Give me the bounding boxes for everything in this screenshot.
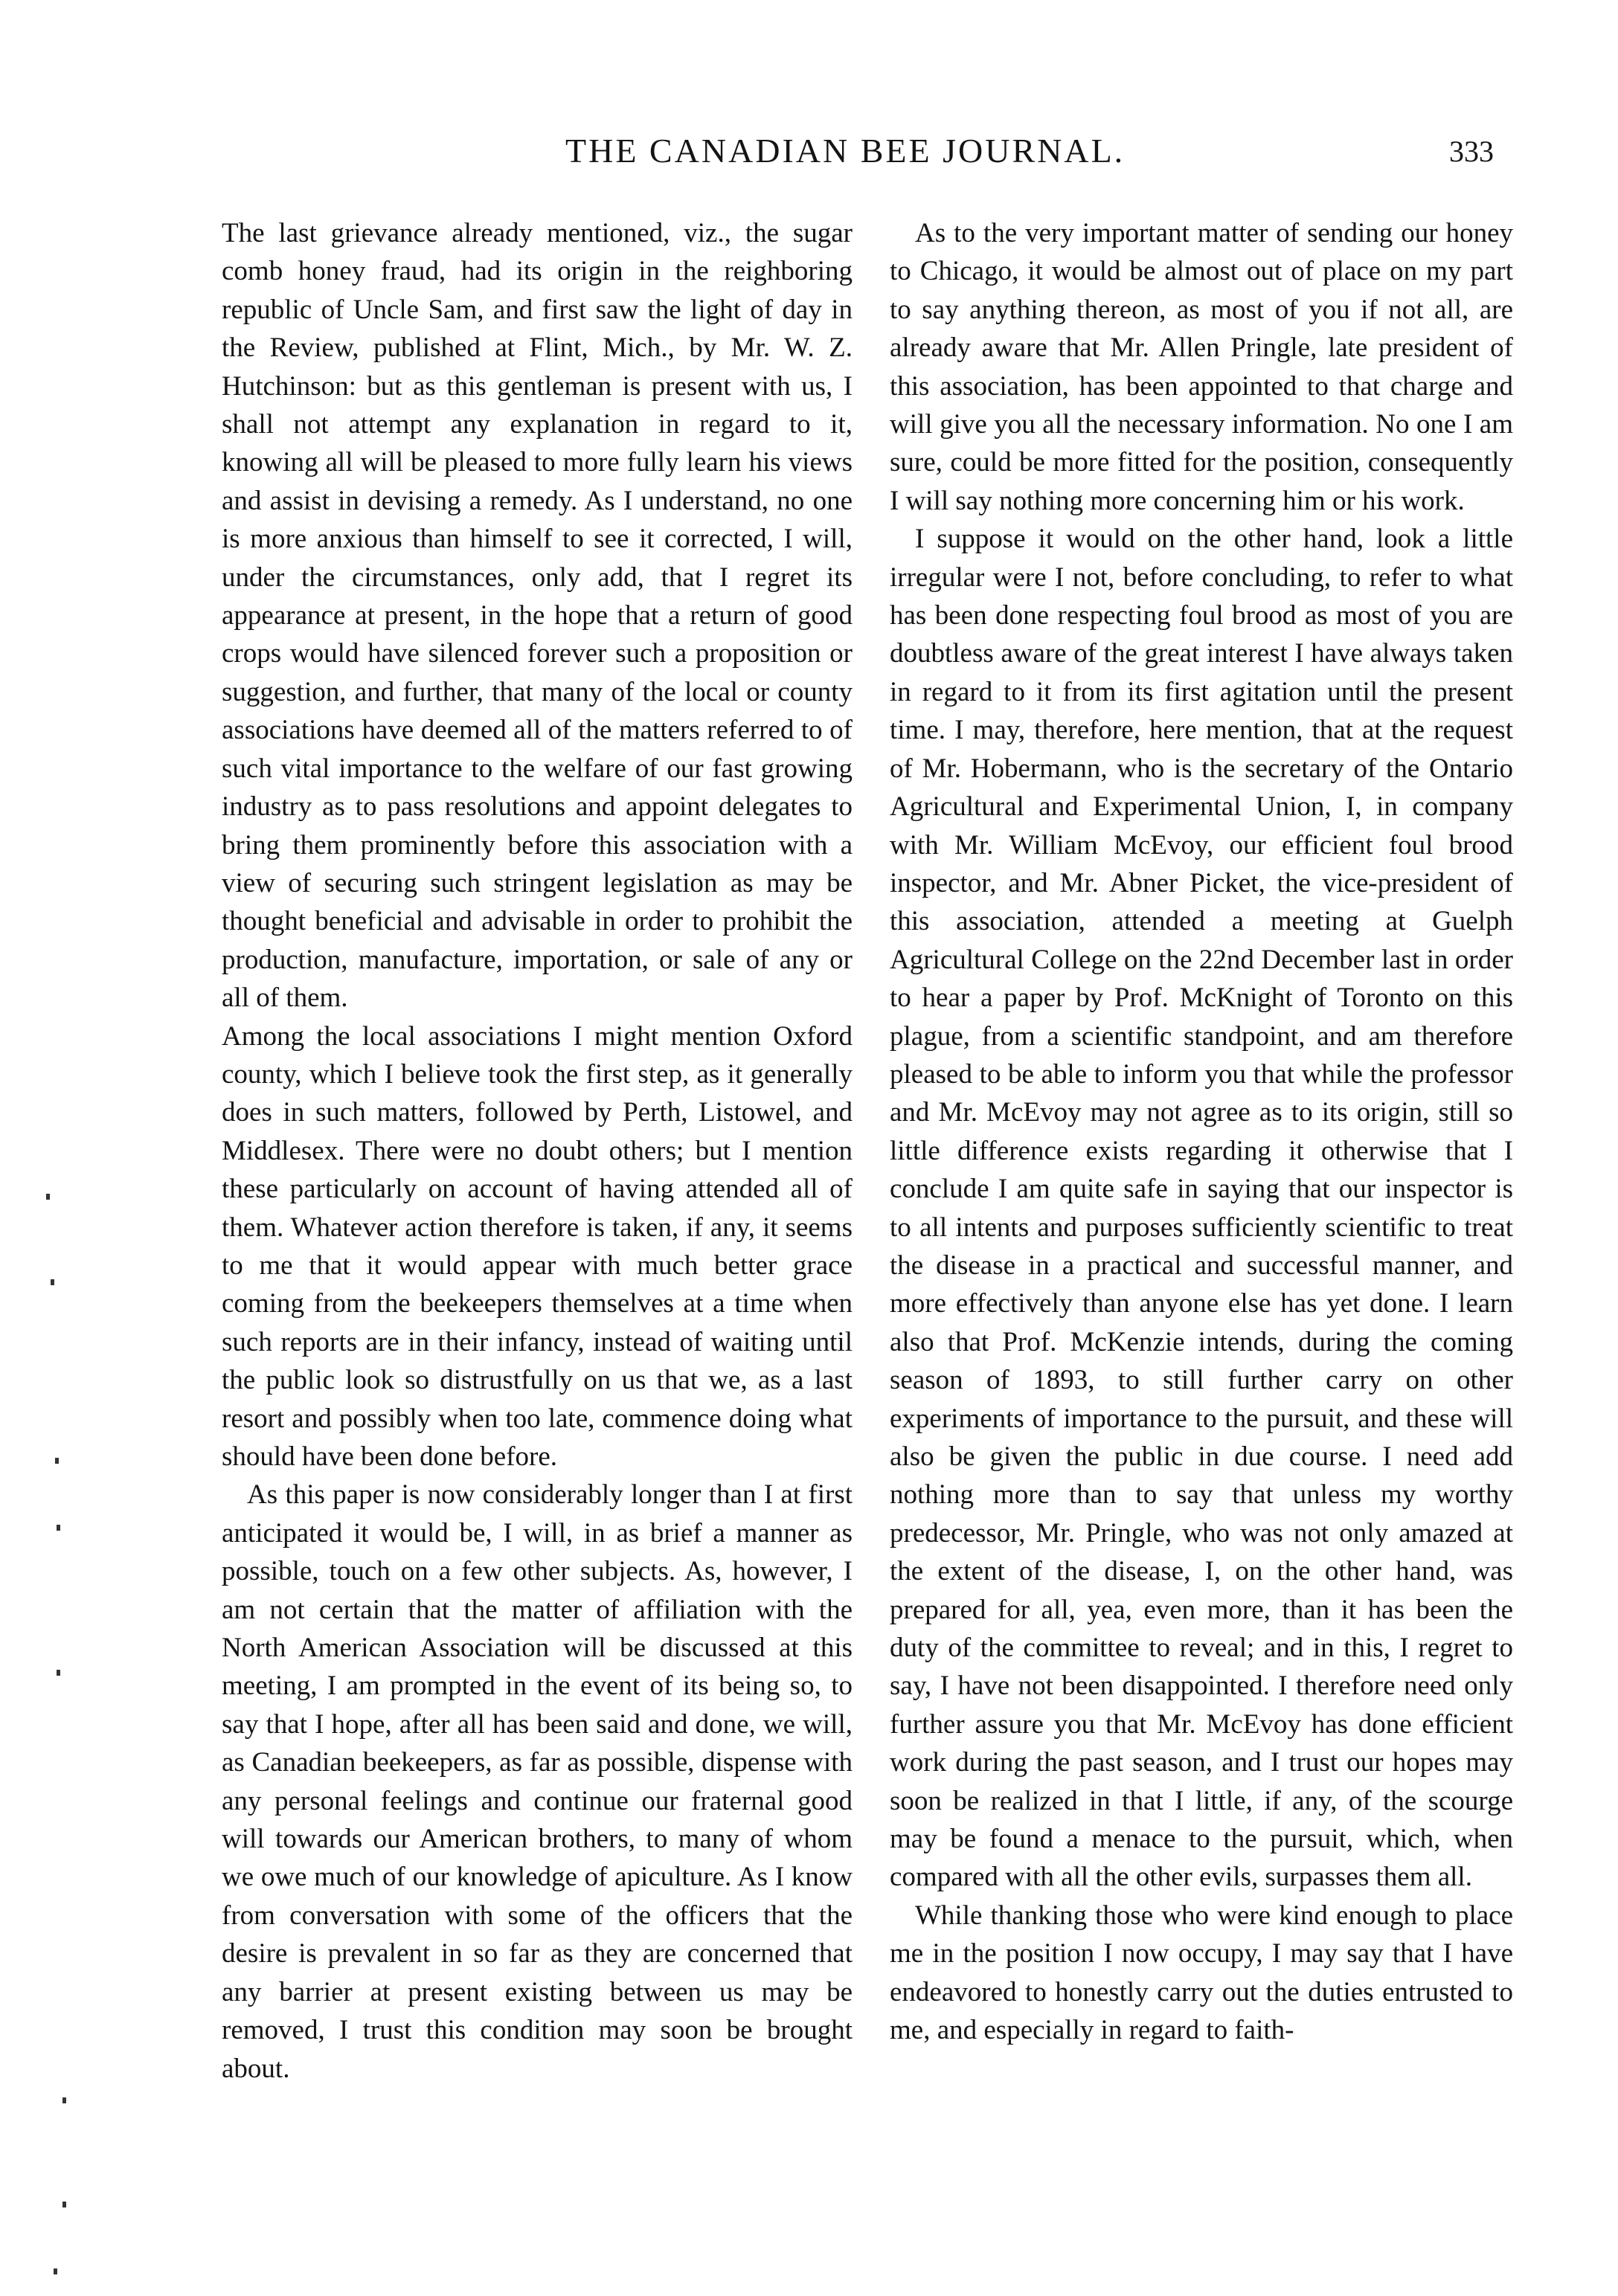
paragraph: As this paper is now considerably longer than I at first anticipated it would be, I will, in as brief a manner as possible, touch on a few other subjects. As, however, I am not certain that the matter of affiliation with the North American Association will be discussed at this meeting, I am prompted in the event of its being so, to say that I hope, after all has been said and done, we will, as Canadian beekeepers, as far as possible, dispense with any personal feelings and continue our fraternal good will towards our American brothers, to many of whom we owe much of our knowledge of apiculture. As I know from conversation with some of the officers that the desire is prevalent in so far as they are concerned that any barrier at present existing between us may be removed, I trust this condition may soon be brought about. [222,1479,853,2084]
running-header: THE CANADIAN BEE JOURNAL. [565,132,1126,170]
scan-speck [55,1458,59,1464]
page-number: 333 [1449,135,1494,168]
scan-speck [62,2202,66,2207]
paragraph: As to the very important matter of sending our honey to Chicago, it would be almost out of place on my part to say anything thereon, as most of you if not all, are already aware that Mr. Allen Pringle, late president of this association, has been appointed to that charge and will give you all the necessary information. No one I am sure, could be more fitted for the position, consequently I will say nothing more concerning him or his work. [890,218,1513,516]
left-column [222,214,853,2088]
scan-speck [54,2268,57,2274]
paragraph: I suppose it would on the other hand, look a little irregular were I not, before concluding, to refer to what has been done respecting foul brood as most of you are doubtless aware of the great interest I have always taken in regard to it from its first agitation until the present time. I may, therefore, here mention, that at the request of Mr. Hobermann, who is the secretary of the Ontario Agricultural and Experimental Union, I, in company with Mr. William McEvoy, our efficient foul brood inspector, and Mr. Abner Picket, the vice-president of this association, attended a meeting at Guelph Agricultural College on the 22nd December last in order to hear a paper by Prof. McKnight of Toronto on this plague, from a scientific standpoint, and am therefore pleased to be able to inform you that while the professor and Mr. McEvoy may not agree as to its origin, still so little difference exists regarding it otherwise that I conclude I am quite safe in saying that our inspector is to all intents and purposes sufficiently scientific to treat the disease in a practical and successful manner, and more effectively than anyone else has yet done. I learn also that Prof. McKenzie intends, during the coming season of 1893, to still further carry on other experiments of importance to the pursuit, and these will also be given the public in due course. I need add nothing more than to say that unless my worthy predecessor, Mr. Pringle, who was not only amazed at the extent of the disease, I, on the other hand, was prepared for all, yea, even more, than it has been the duty of the committee to reveal; and in this, I regret to say, I have not been disappointed. I therefore need only further assure you that Mr. McEvoy has done efficient work during the past season, and I trust our hopes may soon be realized in that I little, if any, of the scourge may be found a menace to the pursuit, which, when compared with all the other evils, surpasses them all. [890,524,1513,1893]
scan-speck [57,1525,60,1531]
scan-speck [51,1279,54,1285]
right-column [890,214,1513,2050]
paragraph: The last grievance already mentioned, viz., the sugar comb honey fraud, had its origin in the reighboring republic of Uncle Sam, and first saw the light of day in the Review, published at Flint, Mich., by Mr. W. Z. Hutchinson: but as this gentleman is present with us, I shall not attempt any explanation in regard to it, knowing all will be pleased to more fully learn his views and assist in devising a remedy. As I understand, no one is more anxious than himself to see it corrected, I will, under the circumstances, only add, that I regret its appearance at present, in the hope that a return of good crops would have silenced forever such a proposition or suggestion, and further, that many of the local or county associations have deemed all of the matters referred to of such vital importance to the welfare of our fast growing industry as to pass resolutions and appoint delegates to bring them prominently before this association with a view of securing such stringent legislation as may be thought beneficial and advisable in order to prohibit the production, manufacture, importation, or sale of any or all of them. [222,218,853,1014]
scan-speck [46,1194,50,1200]
scan-speck [57,1670,60,1676]
scan-speck [62,2097,66,2103]
paragraph: Among the local associations I might mention Oxford county, which I believe took the first step, as it generally does in such matters, followed by Perth, Listowel, and Middlesex. There were no doubt others; but I mention these particularly on account of having attended all of them. Whatever action therefore is taken, if any, it seems to me that it would appear with much better grace coming from the beekeepers themselves at a time when such reports are in their infancy, instead of waiting until the public look so distrustfully on us that we, as a last resort and possibly when too late, commence doing what should have been done before. [222,1020,853,1472]
paragraph: While thanking those who were kind enough to place me in the position I now occupy, I may say that I have endeavored to honestly carry out the duties entrusted to me, and especially in regard to faith- [890,1900,1513,2046]
